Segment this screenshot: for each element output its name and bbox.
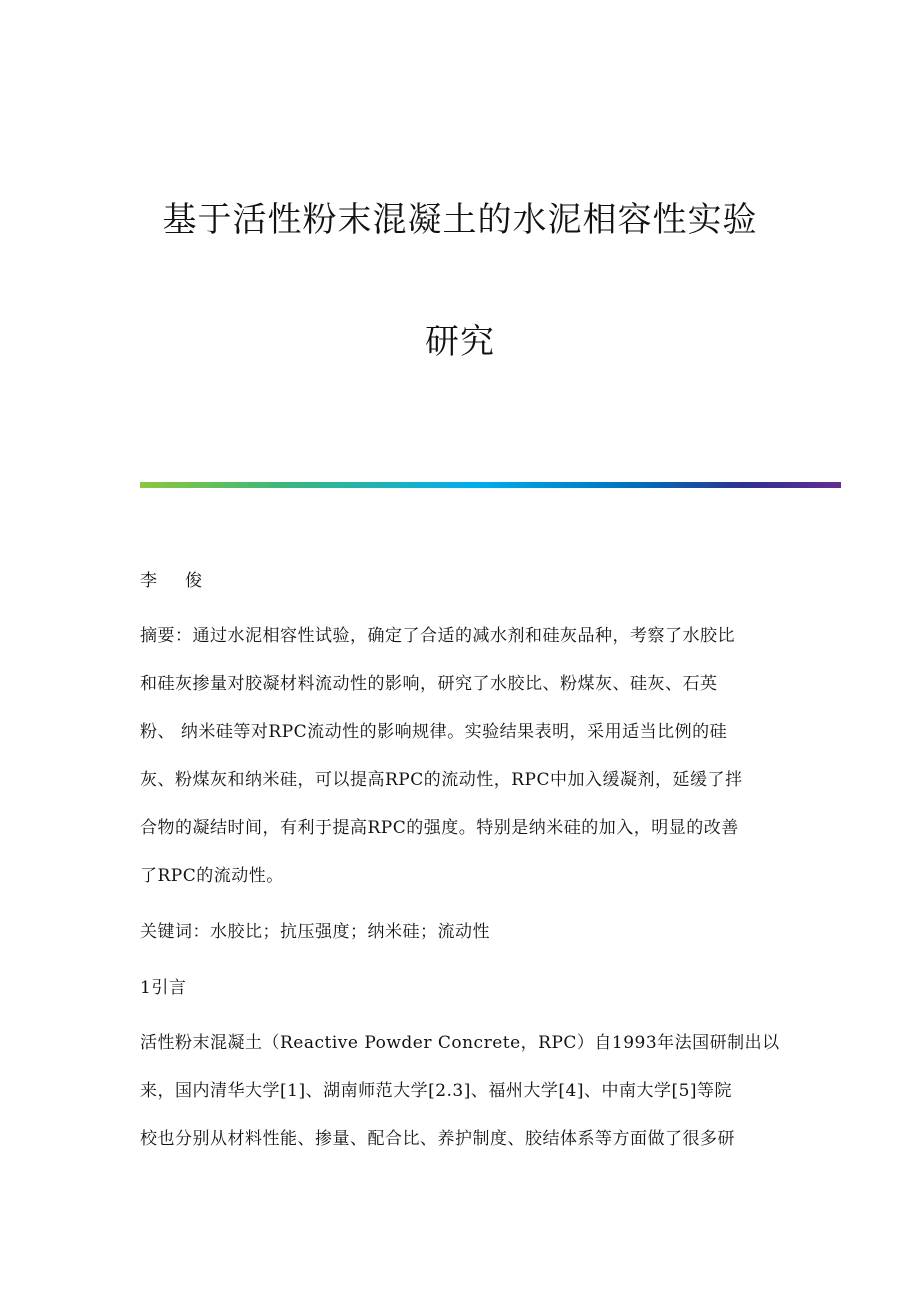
paper-title-line-2: 研究 [425, 322, 495, 362]
author-given-name: 俊 [185, 571, 208, 591]
section-heading-introduction: 1引言 [140, 978, 187, 998]
abstract-line: 粉、 纳米硅等对RPC流动性的影响规律。实验结果表明，采用适当比例的硅 [140, 722, 728, 742]
intro-line: 来，国内清华大学[1]、湖南师范大学[2.3]、福州大学[4]、中南大学[5]等院 [140, 1081, 733, 1101]
abstract-line: 摘要：通过水泥相容性试验，确定了合适的减水剂和硅灰品种，考察了水胶比 [140, 626, 735, 646]
author-name [140, 557, 780, 605]
gradient-divider [140, 482, 841, 488]
abstract [140, 612, 780, 900]
author-surname: 李 [140, 571, 163, 591]
abstract-line: 了RPC的流动性。 [140, 866, 284, 886]
abstract-line: 灰、粉煤灰和纳米硅，可以提高RPC的流动性，RPC中加入缓凝剂，延缓了拌 [140, 770, 743, 790]
paper-title-line-1: 基于活性粉末混凝土的水泥相容性实验 [162, 200, 758, 240]
abstract-line: 和硅灰掺量对胶凝材料流动性的影响，研究了水胶比、粉煤灰、硅灰、石英 [140, 674, 718, 694]
intro-line: 校也分别从材料性能、掺量、配合比、养护制度、胶结体系等方面做了很多研 [140, 1129, 735, 1149]
keywords: 关键词：水胶比；抗压强度；纳米硅；流动性 [140, 922, 490, 942]
intro-line: 活性粉末混凝土（Reactive Powder Concrete，RPC）自1993年法国研制出以 [140, 1033, 780, 1053]
abstract-line: 合物的凝结时间，有利于提高RPC的强度。特别是纳米硅的加入，明显的改善 [140, 818, 739, 838]
introduction-paragraph [140, 1019, 780, 1163]
